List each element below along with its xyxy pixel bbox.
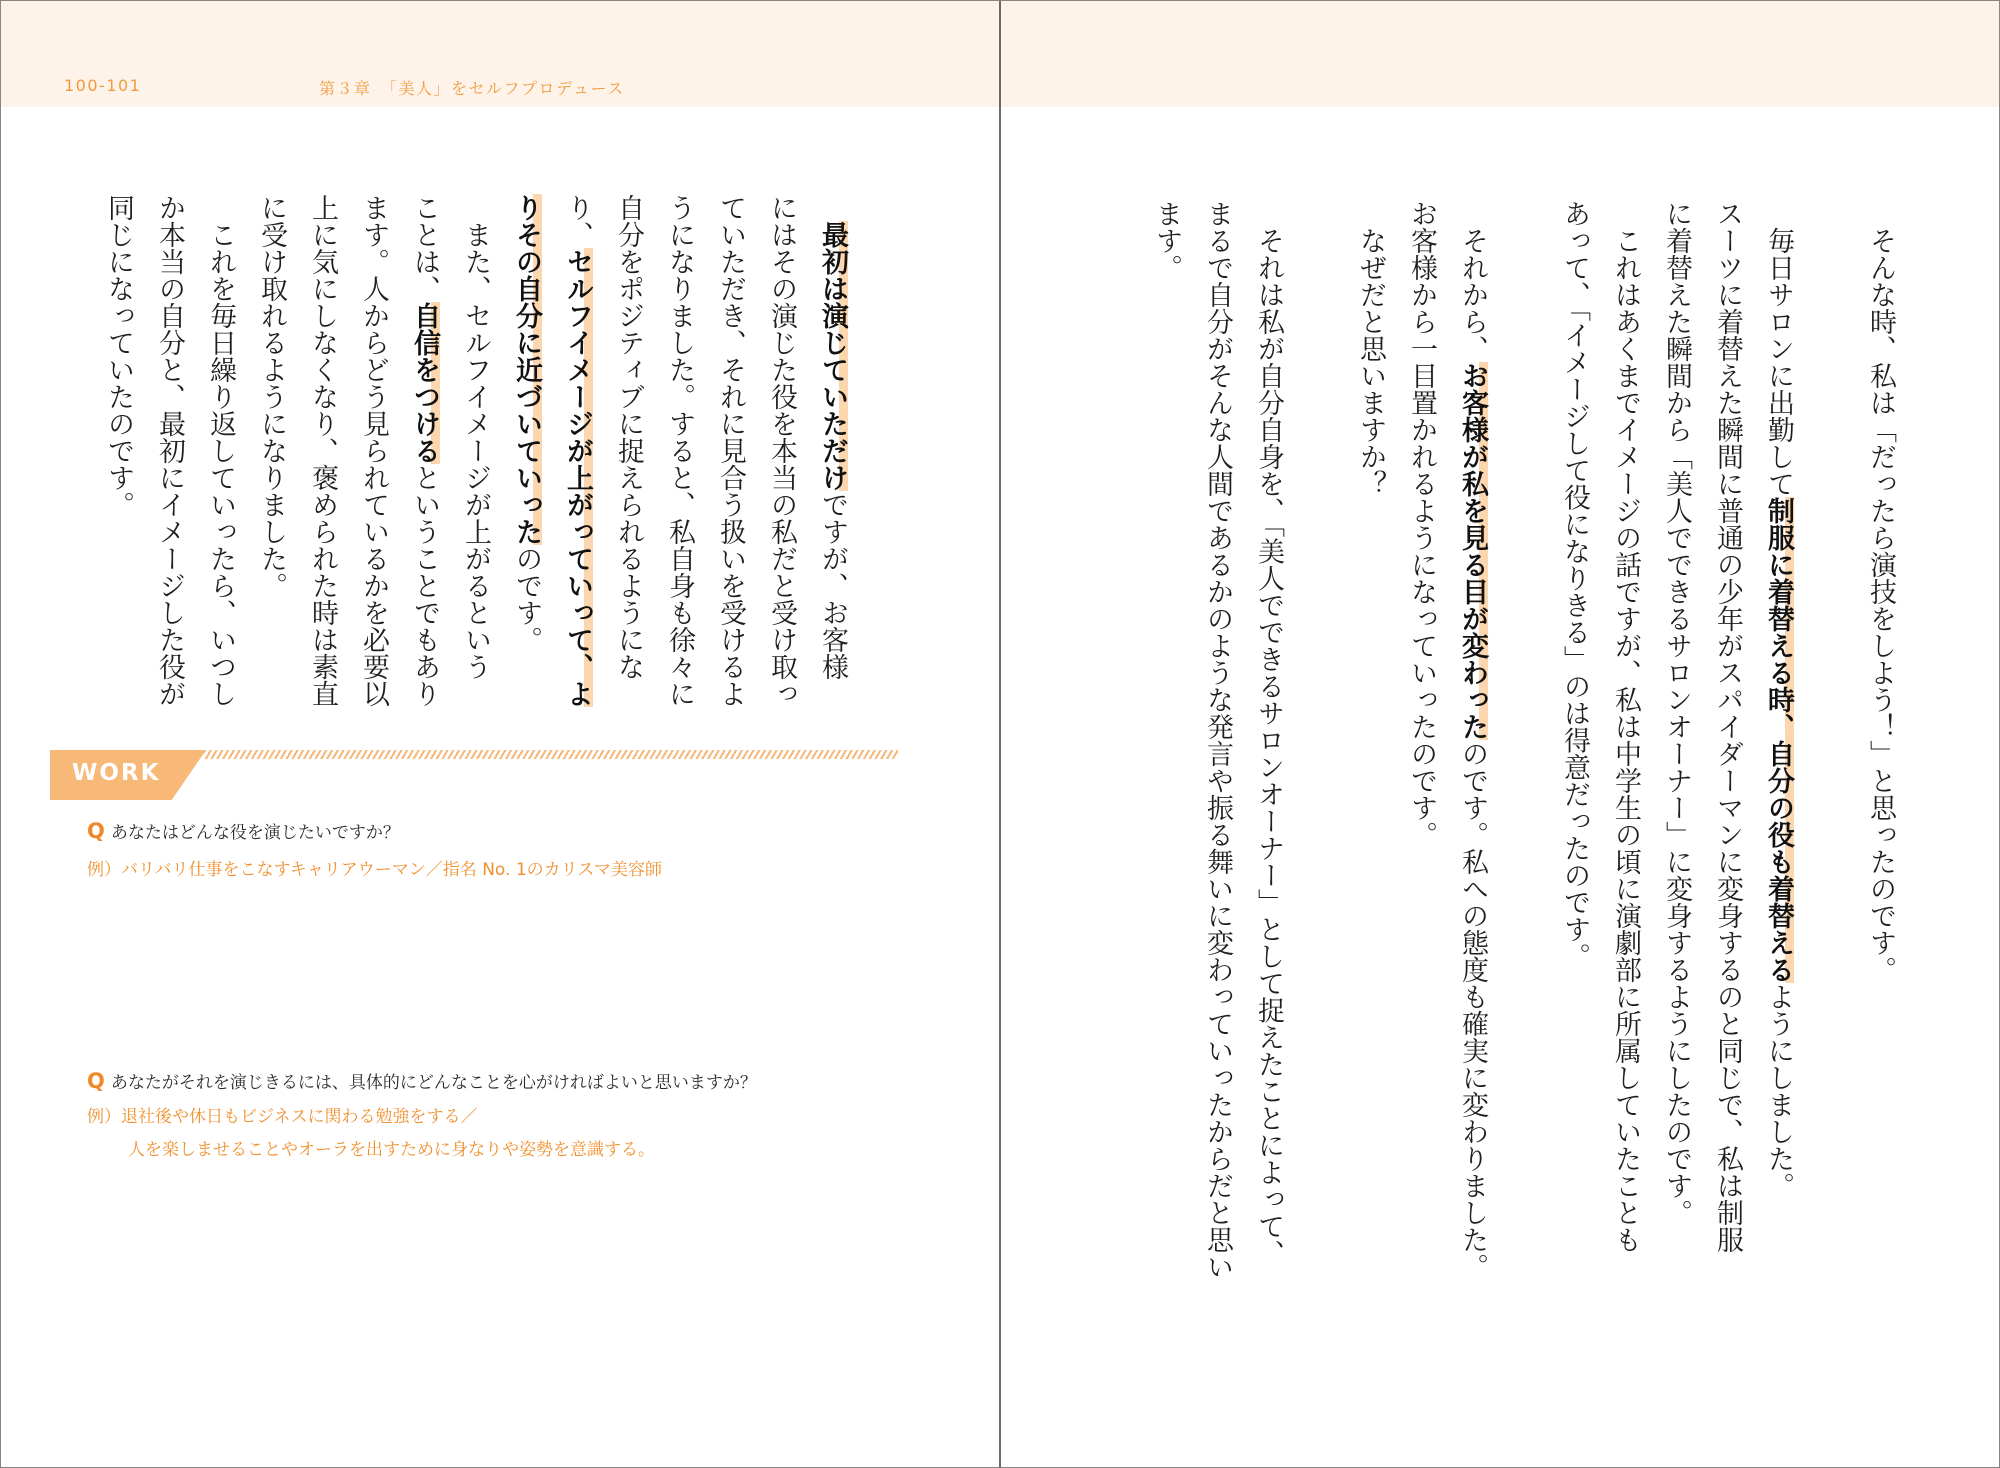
text-column bbox=[1651, 200, 1702, 1340]
text-column bbox=[246, 194, 297, 1334]
text-run: お客様から一目置かれるようになっていったのです。 bbox=[1406, 200, 1437, 848]
text-run: か本当の自分と、最初にイメージした役が bbox=[154, 194, 185, 707]
text-column bbox=[1345, 200, 1396, 1340]
highlighted-phrase: 制服に着替える時、自分の役も着替える bbox=[1763, 497, 1794, 983]
text-column bbox=[1702, 200, 1753, 1340]
work-label: WORK bbox=[72, 760, 161, 786]
q-mark: Q bbox=[87, 819, 105, 843]
text-run: まるで自分がそんな人間であるかのような発言や振る舞いに変わっていったからだと思い bbox=[1202, 200, 1233, 1280]
text-run: なぜだと思いますか？ bbox=[1355, 227, 1386, 497]
text-run: ということでもあり bbox=[409, 464, 440, 707]
text-column bbox=[1549, 200, 1600, 1340]
text-run: り、 bbox=[562, 194, 593, 248]
text-run: 自分をポジティブに捉えられるようにな bbox=[613, 194, 644, 680]
text-run: ですが、お客様 bbox=[817, 491, 848, 680]
text-run: 毎日サロンに出勤して bbox=[1763, 227, 1794, 497]
text-column bbox=[1498, 200, 1549, 1340]
text-run: 同じになっていたのです。 bbox=[103, 194, 134, 518]
q-mark: Q bbox=[87, 1069, 105, 1093]
text-run: ます。 bbox=[1151, 200, 1182, 281]
question-2-text: あなたがそれを演じきるには、具体的にどんなことを心がければよいと思いますか？ bbox=[110, 1073, 757, 1093]
text-column bbox=[1294, 200, 1345, 1340]
text-column bbox=[399, 194, 450, 1334]
text-run: これを毎日繰り返していったら、いつし bbox=[205, 221, 236, 707]
text-column bbox=[348, 194, 399, 1334]
text-column bbox=[1804, 200, 1855, 1340]
work-question-2 bbox=[87, 1068, 757, 1093]
text-run: のです。 bbox=[511, 545, 542, 653]
question-1-example: 例）バリバリ仕事をこなすキャリアウーマン／指名 No. 1のカリスマ美容師 bbox=[87, 860, 662, 880]
chapter-title: 第３章 「美人」をセルフプロデュース bbox=[319, 79, 625, 98]
work-hatched-rule bbox=[204, 750, 898, 759]
highlighted-phrase: セルフイメージが上がっていって、よ bbox=[562, 248, 593, 707]
text-column bbox=[1396, 200, 1447, 1340]
question-2-example-line-1: 例）退社後や休日もビジネスに関わる勉強をする／ bbox=[87, 1107, 478, 1127]
text-run: にはその演じた役を本当の私だと受け取っ bbox=[766, 194, 797, 707]
text-column bbox=[756, 194, 807, 1334]
question-2-example-line-2: 人を楽しませることやオーラを出すために身なりや姿勢を意識する。 bbox=[128, 1140, 655, 1160]
page-numbers: 100-101 bbox=[64, 76, 142, 95]
text-run: ようにしました。 bbox=[1763, 983, 1794, 1199]
highlighted-phrase: お客様が私を見る目が変わった bbox=[1457, 362, 1488, 740]
text-column bbox=[654, 194, 705, 1334]
text-column bbox=[552, 194, 603, 1334]
text-column bbox=[195, 194, 246, 1334]
text-column bbox=[297, 194, 348, 1334]
text-column bbox=[501, 194, 552, 1334]
text-run: それから、 bbox=[1457, 227, 1488, 362]
text-run: そんな時、私は「だったら演技をしよう！」と思ったのです。 bbox=[1865, 227, 1896, 983]
text-run: ていただき、それに見合う扱いを受けるよ bbox=[715, 194, 746, 707]
text-run: それは私が自分自身を、「美人でできるサロンオーナー」として捉えたことによって、 bbox=[1253, 227, 1284, 1267]
text-run: ます。人からどう見られているかを必要以 bbox=[358, 194, 389, 707]
text-column bbox=[1855, 200, 1906, 1340]
page-gutter-divider bbox=[999, 0, 1001, 1468]
text-run: これはあくまでイメージの話ですが、私は中学生の頃に演劇部に所属していたことも bbox=[1610, 227, 1641, 1253]
question-1-text: あなたはどんな役を演じたいですか？ bbox=[110, 823, 400, 843]
text-column bbox=[450, 194, 501, 1334]
text-run: ことは、 bbox=[409, 194, 440, 302]
text-column bbox=[1600, 200, 1651, 1340]
text-run: に着替えた瞬間から「美人でできるサロンオーナー」に変身するようにしたのです。 bbox=[1661, 200, 1692, 1226]
text-run: に受け取れるようになりました。 bbox=[256, 194, 287, 599]
text-column bbox=[1192, 200, 1243, 1340]
text-column bbox=[603, 194, 654, 1334]
text-run: また、セルフイメージが上がるという bbox=[460, 221, 491, 680]
text-column bbox=[705, 194, 756, 1334]
text-column bbox=[1243, 200, 1294, 1340]
highlighted-phrase: 最初は演じていただけ bbox=[817, 221, 848, 491]
text-run: あって、「イメージして役になりきる」のは得意だったのです。 bbox=[1559, 200, 1590, 970]
text-column bbox=[1753, 200, 1804, 1340]
text-run: 上に気にしなくなり、褒められた時は素直 bbox=[307, 194, 338, 707]
text-column bbox=[1447, 200, 1498, 1340]
work-question-1 bbox=[87, 818, 400, 843]
highlighted-phrase: りその自分に近づいていった bbox=[511, 194, 542, 545]
text-run: スーツに着替えた瞬間に普通の少年がスパイダーマンに変身するのと同じで、私は制服 bbox=[1712, 200, 1743, 1253]
text-run: うになりました。すると、私自身も徐々に bbox=[664, 194, 695, 707]
highlighted-phrase: 自信をつける bbox=[409, 302, 440, 464]
text-column bbox=[1141, 200, 1192, 1340]
text-column bbox=[807, 194, 858, 1334]
text-run: のです。私への態度も確実に変わりました。 bbox=[1457, 740, 1488, 1280]
